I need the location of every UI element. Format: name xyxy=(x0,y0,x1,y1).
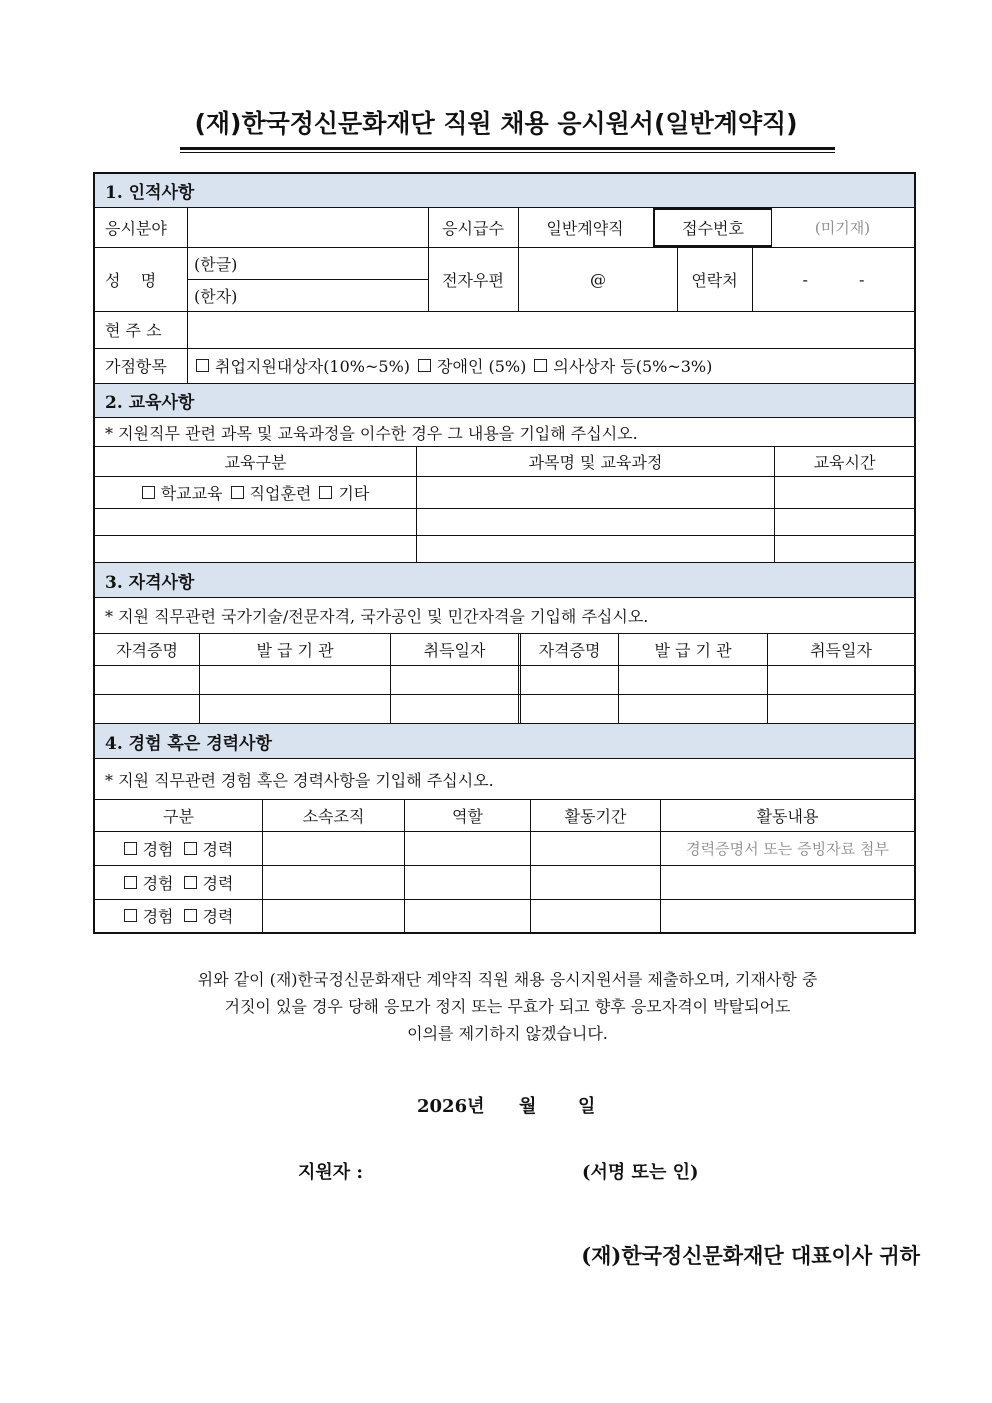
checkbox-other[interactable] xyxy=(319,486,332,499)
applicant-label: 지원자 : xyxy=(298,1162,364,1183)
checkbox-career[interactable] xyxy=(184,909,197,922)
name-korean[interactable]: (한글) xyxy=(194,254,238,274)
exp-col-role: 역할 xyxy=(452,806,483,826)
edu-col-type: 교육구분 xyxy=(224,452,287,472)
declaration-line-2: 거짓이 있을 경우 당해 응모가 정지 또는 무효가 되고 향후 응모자격이 박탈되어도 xyxy=(224,997,791,1016)
checkbox-disabled[interactable] xyxy=(418,359,431,372)
edu-type-options xyxy=(95,476,416,508)
name-label: 성 명 xyxy=(105,270,157,290)
cert-col-issuer: 발 급 기 관 xyxy=(256,640,334,660)
bonus-item-label: 장애인 (5%) xyxy=(437,357,527,376)
bonus-options xyxy=(188,348,914,383)
title-underline-thin xyxy=(180,152,835,153)
edu-option-label: 기타 xyxy=(338,483,370,503)
grade-value: 일반계약직 xyxy=(546,219,624,238)
edu-option-label: 직업훈련 xyxy=(249,483,312,503)
exp-row-1-type xyxy=(95,831,262,865)
edu-col-course: 과목명 및 교육과정 xyxy=(528,452,663,472)
date-month: 월 xyxy=(519,1096,537,1117)
bonus-item-label: 취업지원대상자(10%~5%) xyxy=(215,357,411,376)
exp-option-label: 경험 xyxy=(142,873,174,893)
exp-option-label: 경력 xyxy=(202,839,234,859)
addressee: (재)한국정신문화재단 대표이사 귀하 xyxy=(581,1243,920,1268)
receipt-label: 접수번호 xyxy=(653,208,771,247)
address-input[interactable] xyxy=(188,311,914,348)
declaration-line-3: 이의를 제기하지 않겠습니다. xyxy=(407,1024,608,1043)
exp-col-content: 활동내용 xyxy=(756,806,819,826)
edu-col-hours: 교육시간 xyxy=(813,452,876,472)
cert-col-name-2: 자격증명 xyxy=(538,640,601,660)
exp-col-org: 소속조직 xyxy=(302,806,365,826)
date-day: 일 xyxy=(578,1096,596,1117)
email-input[interactable]: @ xyxy=(590,269,606,289)
exp-content-hint: 경력증명서 또는 증빙자료 첨부 xyxy=(686,839,889,858)
declaration xyxy=(0,966,992,1047)
section-2-note: * 지원직무 관련 과목 및 교육과정을 이수한 경우 그 내용을 기입해 주십시오. xyxy=(105,423,638,443)
bonus-item-label: 의사상자 등(5%~3%) xyxy=(553,357,713,376)
phone-label: 연락처 xyxy=(691,270,738,290)
checkbox-righteous[interactable] xyxy=(534,359,547,372)
section-4-heading: 4. 경험 혹은 경력사항 xyxy=(95,723,914,759)
exp-option-label: 경험 xyxy=(142,839,174,859)
address-label: 현 주 소 xyxy=(105,321,162,340)
exp-row-2-type xyxy=(95,865,262,899)
phone-dash-2: - xyxy=(859,269,865,289)
receipt-value: (미기재) xyxy=(814,219,871,237)
exp-option-label: 경력 xyxy=(202,873,234,893)
edu-option-label: 학교교육 xyxy=(160,483,223,503)
field-label: 응시분야 xyxy=(105,219,167,238)
checkbox-school[interactable] xyxy=(142,486,155,499)
section-4-note: * 지원 직무관련 경험 혹은 경력사항을 기입해 주십시오. xyxy=(105,770,494,790)
name-hanja[interactable]: (한자) xyxy=(194,286,238,306)
cert-col-date-2: 취득일자 xyxy=(810,640,872,660)
checkbox-experience[interactable] xyxy=(124,876,137,889)
cert-col-name: 자격증명 xyxy=(116,640,178,660)
phone-input[interactable] xyxy=(753,247,914,311)
cert-col-issuer-2: 발 급 기 관 xyxy=(654,640,732,660)
checkbox-experience[interactable] xyxy=(124,909,137,922)
exp-option-label: 경력 xyxy=(202,907,234,926)
section-3-note: * 지원 직무관련 국가기술/전문자격, 국가공인 및 민간자격을 기입해 주십시오. xyxy=(105,607,649,626)
checkbox-experience[interactable] xyxy=(124,842,137,855)
field-input[interactable] xyxy=(188,208,428,247)
section-3-heading: 3. 자격사항 xyxy=(95,562,914,598)
exp-option-label: 경험 xyxy=(142,907,174,926)
declaration-line-1: 위와 같이 (재)한국정신문화재단 계약직 직원 채용 응시지원서를 제출하오며, 기재사항 중 xyxy=(197,970,818,989)
phone-dash-1: - xyxy=(802,269,808,289)
checkbox-vocational[interactable] xyxy=(231,486,244,499)
title-underline xyxy=(180,147,835,150)
checkbox-career[interactable] xyxy=(184,876,197,889)
page-title: (재)한국정신문화재단 직원 채용 응시원서(일반계약직) xyxy=(194,109,798,138)
exp-col-period: 활동기간 xyxy=(564,806,627,826)
checkbox-career[interactable] xyxy=(184,842,197,855)
checkbox-veteran[interactable] xyxy=(196,359,209,372)
grade-label: 응시급수 xyxy=(442,219,504,238)
section-1-heading: 1. 인적사항 xyxy=(95,174,914,208)
bonus-label: 가점항목 xyxy=(105,357,167,376)
cert-col-date: 취득일자 xyxy=(423,640,486,660)
email-label: 전자우편 xyxy=(442,270,504,290)
exp-col-type: 구분 xyxy=(163,806,194,826)
exp-row-3-type xyxy=(95,899,262,932)
signature-field[interactable]: (서명 또는 인) xyxy=(582,1162,699,1183)
section-2-heading: 2. 교육사항 xyxy=(95,383,914,418)
date-year: 2026년 xyxy=(417,1096,485,1117)
application-form xyxy=(93,172,916,934)
